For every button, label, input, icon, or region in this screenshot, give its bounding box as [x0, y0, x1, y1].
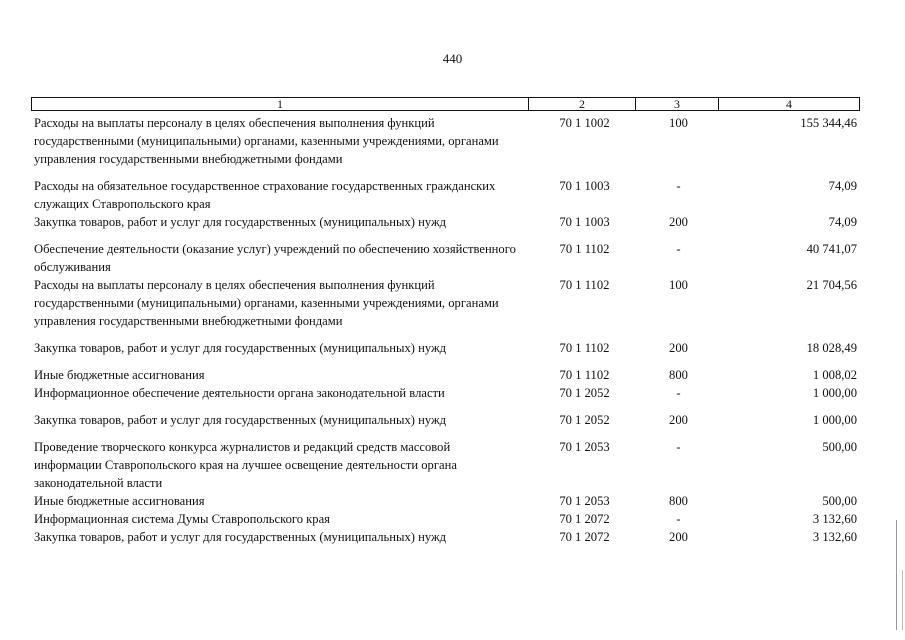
- row-amount: 1 000,00: [812, 386, 857, 400]
- row-amount: 155 344,46: [800, 116, 857, 130]
- row-code: 70 1 1102: [559, 278, 610, 292]
- row-description: Обеспечение деятельности (оказание услуг) учреждений по обеспечению хозяйственного обслуживания: [34, 242, 516, 274]
- row-type: 800: [669, 368, 688, 382]
- row-code: 70 1 2053: [559, 440, 610, 454]
- header-col-1: 1: [32, 98, 529, 110]
- row-code: 70 1 1003: [559, 215, 610, 229]
- row-code: 70 1 1102: [559, 368, 610, 382]
- row-type: 100: [669, 116, 688, 130]
- row-description: Информационное обеспечение деятельности органа законодательной власти: [34, 386, 445, 400]
- row-description: Проведение творческого конкурса журналистов и редакций средств массовой информации Ставропольского края на лучшее освещение деятельности органа законодательной власти: [34, 440, 457, 490]
- row-code: 70 1 2053: [559, 494, 610, 508]
- row-type: 200: [669, 530, 688, 544]
- row-type: -: [676, 440, 681, 454]
- header-col-4: 4: [786, 97, 792, 111]
- row-description: Иные бюджетные ассигнования: [34, 368, 205, 382]
- row-description: Расходы на выплаты персоналу в целях обеспечения выполнения функций государственными (муниципальными) органами, казенными учреждениями, органами управления государственными внебюджетными фондами: [34, 278, 499, 328]
- row-description: Закупка товаров, работ и услуг для государственных (муниципальных) нужд: [34, 215, 447, 229]
- row-description: Информационная система Думы Ставропольского края: [34, 512, 330, 526]
- row-code: 70 1 2052: [559, 386, 610, 400]
- row-type: 200: [669, 413, 688, 427]
- row-description: Расходы на выплаты персоналу в целях обеспечения выполнения функций государственными (муниципальными) органами, казенными учреждениями, органами управления государственными внебюджетными фондами: [34, 116, 499, 166]
- row-amount: 74,09: [828, 179, 857, 193]
- row-amount: 1 000,00: [812, 413, 857, 427]
- row-type: -: [676, 179, 681, 193]
- row-type: 200: [669, 341, 688, 355]
- row-type: 100: [669, 278, 688, 292]
- header-col-3: 3: [636, 98, 719, 110]
- page-number: 440: [442, 51, 463, 66]
- row-description: Закупка товаров, работ и услуг для государственных (муниципальных) нужд: [34, 413, 447, 427]
- row-type: 800: [669, 494, 688, 508]
- row-amount: 21 704,56: [806, 278, 857, 292]
- header-col-2: 2: [529, 98, 636, 110]
- row-amount: 3 132,60: [812, 512, 857, 526]
- row-amount: 74,09: [828, 215, 857, 229]
- row-code: 70 1 2072: [559, 530, 610, 544]
- row-type: -: [676, 386, 681, 400]
- row-type: -: [676, 512, 681, 526]
- row-code: 70 1 1102: [559, 341, 610, 355]
- row-description: Расходы на обязательное государственное страхование государственных гражданских служащих Ставропольского края: [34, 179, 496, 211]
- scan-edge-mark: [902, 570, 903, 630]
- row-amount: 500,00: [822, 440, 857, 454]
- row-amount: 40 741,07: [806, 242, 857, 256]
- row-amount: 18 028,49: [806, 341, 857, 355]
- row-code: 70 1 2072: [559, 512, 610, 526]
- row-description: Закупка товаров, работ и услуг для государственных (муниципальных) нужд: [34, 341, 447, 355]
- row-type: -: [676, 242, 681, 256]
- row-amount: 3 132,60: [812, 530, 857, 544]
- row-amount: 1 008,02: [812, 368, 857, 382]
- row-type: 200: [669, 215, 688, 229]
- row-code: 70 1 1002: [559, 116, 610, 130]
- row-code: 70 1 2052: [559, 413, 610, 427]
- row-amount: 500,00: [822, 494, 857, 508]
- row-description: Закупка товаров, работ и услуг для государственных (муниципальных) нужд: [34, 530, 447, 544]
- row-code: 70 1 1003: [559, 179, 610, 193]
- row-description: Иные бюджетные ассигнования: [34, 494, 205, 508]
- scan-edge-mark: [896, 520, 897, 630]
- row-code: 70 1 1102: [559, 242, 610, 256]
